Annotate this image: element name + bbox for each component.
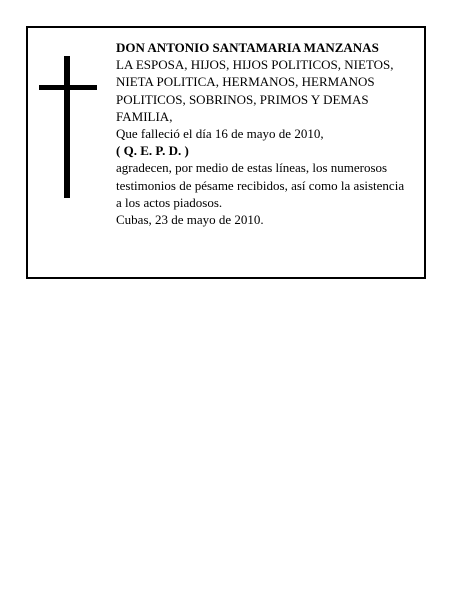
family-line: LA ESPOSA, HIJOS, HIJOS POLITICOS, NIETOS, — [116, 57, 394, 73]
thanks-line: testimonios de pésame recibidos, así como la asistencia — [116, 177, 405, 193]
latin-cross-icon — [39, 56, 97, 198]
family-line: NIETA POLITICA, HERMANOS, HERMANOS — [116, 74, 375, 90]
family-line: FAMILIA, — [116, 108, 173, 124]
cross-horizontal-bar — [39, 85, 97, 90]
thanks-line: agradecen, por medio de estas líneas, los numerosos — [116, 160, 388, 176]
deceased-name: DON ANTONIO SANTAMARIA MANZANAS — [116, 40, 379, 55]
death-date-line: Que falleció el día 16 de mayo de 2010, — [116, 126, 324, 142]
obituary-notice — [26, 26, 426, 279]
family-line: POLITICOS, SOBRINOS, PRIMOS Y DEMAS — [116, 91, 369, 107]
place-date-line: Cubas, 23 de mayo de 2010. — [116, 212, 264, 228]
thanks-line: a los actos piadosos. — [116, 194, 223, 210]
qepd-line: ( Q. E. P. D. ) — [116, 143, 189, 159]
notice-text — [116, 39, 421, 228]
cross-vertical-bar — [64, 56, 70, 198]
